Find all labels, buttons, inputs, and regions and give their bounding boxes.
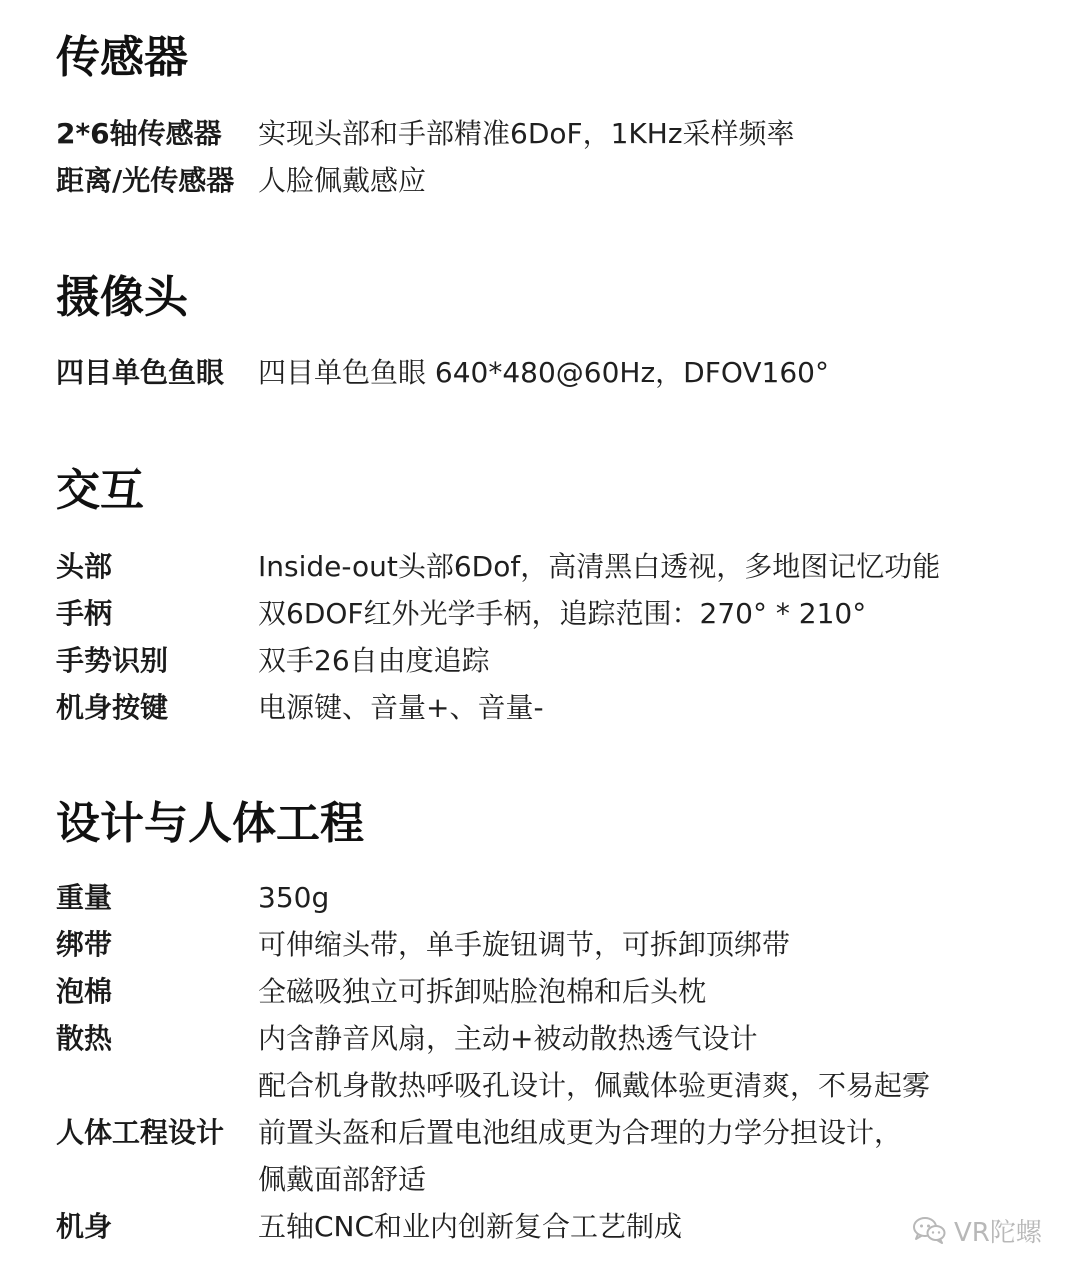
spec-label: 泡棉: [56, 975, 113, 1008]
spec-row-cooling-continued: [56, 1066, 1040, 1106]
spec-value: 人脸佩戴感应: [258, 164, 427, 197]
spec-label: 四目单色鱼眼: [56, 356, 225, 389]
spec-row-buttons: [56, 688, 1040, 728]
spec-label: 机身按键: [56, 691, 169, 724]
spec-label: 人体工程设计: [56, 1116, 225, 1149]
spec-value: 内含静音风扇，主动+被动散热透气设计: [258, 1022, 758, 1055]
spec-row-controller: [56, 594, 1040, 634]
wechat-icon: [912, 1216, 946, 1244]
spec-value: 双手26自由度追踪: [258, 644, 490, 677]
spec-row-imu: [56, 114, 1040, 154]
spec-label: 重量: [56, 881, 113, 914]
spec-label: 手柄: [56, 597, 113, 630]
spec-row-foam: [56, 972, 1040, 1012]
watermark-text: VR陀螺: [954, 1217, 1042, 1248]
spec-row-head: [56, 547, 1040, 587]
spec-value: 配合机身散热呼吸孔设计，佩戴体验更清爽，不易起雾: [258, 1069, 931, 1102]
spec-value: 前置头盔和后置电池组成更为合理的力学分担设计，: [258, 1116, 903, 1149]
spec-label: 头部: [56, 550, 113, 583]
watermark: [912, 1210, 1042, 1250]
spec-label: 距离/光传感器: [56, 164, 235, 197]
spec-label: 绑带: [56, 928, 113, 961]
spec-value: 350g: [258, 881, 330, 914]
section-title-interaction: 交互: [56, 465, 144, 516]
spec-value: 可伸缩头带，单手旋钮调节，可拆卸顶绑带: [258, 928, 791, 961]
spec-label: 机身: [56, 1210, 113, 1243]
spec-row-body: [56, 1207, 1040, 1247]
spec-value: Inside-out头部6Dof，高清黑白透视，多地图记忆功能: [258, 550, 941, 583]
spec-row-ergonomics: [56, 1113, 1040, 1153]
spec-label: 手势识别: [56, 644, 169, 677]
spec-row-cooling: [56, 1019, 1040, 1059]
section-title-camera: 摄像头: [56, 272, 188, 323]
spec-value: 全磁吸独立可拆卸贴脸泡棉和后头枕: [258, 975, 707, 1008]
spec-row-strap: [56, 925, 1040, 965]
spec-row-ergonomics-continued: [56, 1160, 1040, 1200]
spec-row-proximity: [56, 161, 1040, 201]
section-title-design: 设计与人体工程: [56, 798, 364, 849]
spec-label: 散热: [56, 1022, 113, 1055]
section-title-sensors: 传感器: [56, 32, 188, 83]
spec-value: 实现头部和手部精准6DoF，1KHz采样频率: [258, 117, 795, 150]
spec-row-weight: [56, 878, 1040, 918]
spec-value: 双6DOF红外光学手柄，追踪范围：270° * 210°: [258, 597, 867, 630]
spec-value: 电源键、音量+、音量-: [258, 691, 544, 724]
spec-value: 五轴CNC和业内创新复合工艺制成: [258, 1210, 683, 1243]
spec-row-fisheye: [56, 353, 1040, 393]
spec-value: 四目单色鱼眼 640*480@60Hz，DFOV160°: [258, 356, 829, 389]
spec-value: 佩戴面部舒适: [258, 1163, 427, 1196]
spec-row-hand-tracking: [56, 641, 1040, 681]
spec-label: 2*6轴传感器: [56, 117, 222, 150]
